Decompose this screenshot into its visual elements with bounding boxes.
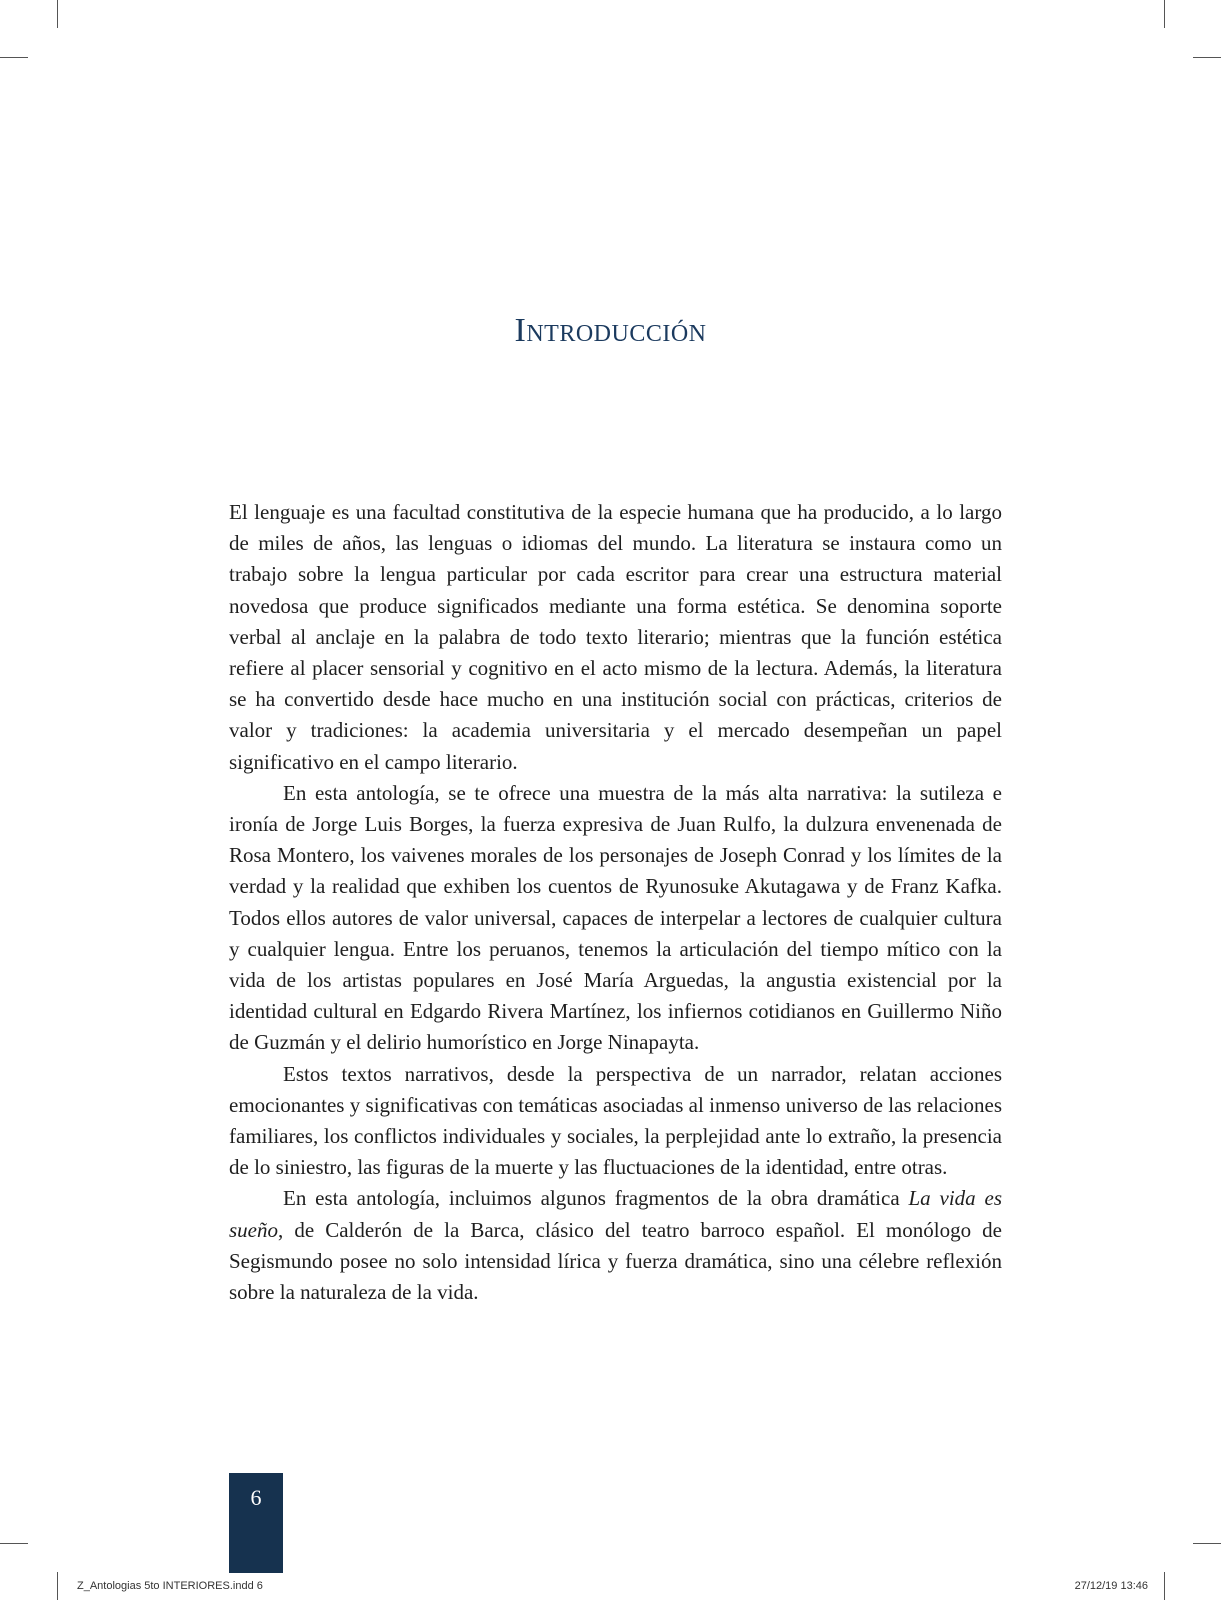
slug-filename: Z_Antologias 5to INTERIORES.indd 6 [77,1580,263,1592]
crop-mark-top-left [57,0,58,28]
crop-mark-bottom-right [1164,1572,1165,1600]
page-number: 6 [250,1485,262,1510]
paragraph-4-before: En esta antología, incluimos algunos fragmentos de la obra dramática [283,1186,909,1211]
page-title: Introducción [514,312,707,349]
crop-mark-top-right-h [1193,57,1221,58]
crop-mark-bottom-left-h [0,1543,28,1544]
paragraph-3: Estos textos narrativos, desde la perspectiva de un narrador, relatan acciones emocionantes y significativas con temáticas asociadas al inmenso universo de las relaciones familiares, los conflictos individuales y sociales, la perplejidad ante lo extraño, la presencia de lo siniestro, las figuras de la muerte y las fluctuaciones de la identidad, entre otras. [229,1061,1002,1180]
page-number-box [229,1473,283,1573]
crop-mark-top-left-h [0,57,28,58]
body-text [229,497,1002,1308]
crop-mark-bottom-left [57,1572,58,1600]
slug-datetime: 27/12/19 13:46 [1074,1580,1148,1592]
crop-mark-top-right [1164,0,1165,28]
paragraph-4 [229,1183,1002,1308]
paragraph-4-after: , de Calderón de la Barca, clásico del teatro barroco español. El monólogo de Segismundo posee no solo intensidad lírica y fuerza dramática, sino una célebre reflexión sobre la naturaleza de la vida. [229,1217,1002,1305]
work-title: La vida es sueño [229,1186,1002,1242]
paragraph-2: En esta antología, se te ofrece una muestra de la más alta narrativa: la sutileza e ironía de Jorge Luis Borges, la fuerza expresiva de Juan Rulfo, la dulzura envenenada de Rosa Montero, los vaivenes morales de los personajes de Joseph Conrad y los límites de la verdad y la realidad que exhiben los cuentos de Ryunosuke Akutagawa y de Franz Kafka. Todos ellos autores de valor universal, capaces de interpelar a lectores de cualquier cultura y cualquier lengua. Entre los peruanos, tenemos la articulación del tiempo mítico con la vida de los artistas populares en José María Arguedas, la angustia existencial por la identidad cultural en Edgardo Rivera Martínez, los infiernos cotidianos en Guillermo Niño de Guzmán y el delirio humorístico en Jorge Ninapayta. [229,780,1002,1055]
crop-mark-bottom-right-h [1193,1543,1221,1544]
paragraph-1: El lenguaje es una facultad constitutiva de la especie humana que ha producido, a lo largo de miles de años, las lenguas o idiomas del mundo. La literatura se instaura como un trabajo sobre la lengua particular por cada escritor para crear una estructura material novedosa que produce significados mediante una forma estética. Se denomina soporte verbal al anclaje en la palabra de todo texto literario; mientras que la función estética refiere al placer sensorial y cognitivo en el acto mismo de la lectura. Además, la literatura se ha convertido desde hace mucho en una institución social con prácticas, criterios de valor y tradiciones: la academia universitaria y el mercado desempeñan un papel significativo en el campo literario. [229,500,1002,774]
